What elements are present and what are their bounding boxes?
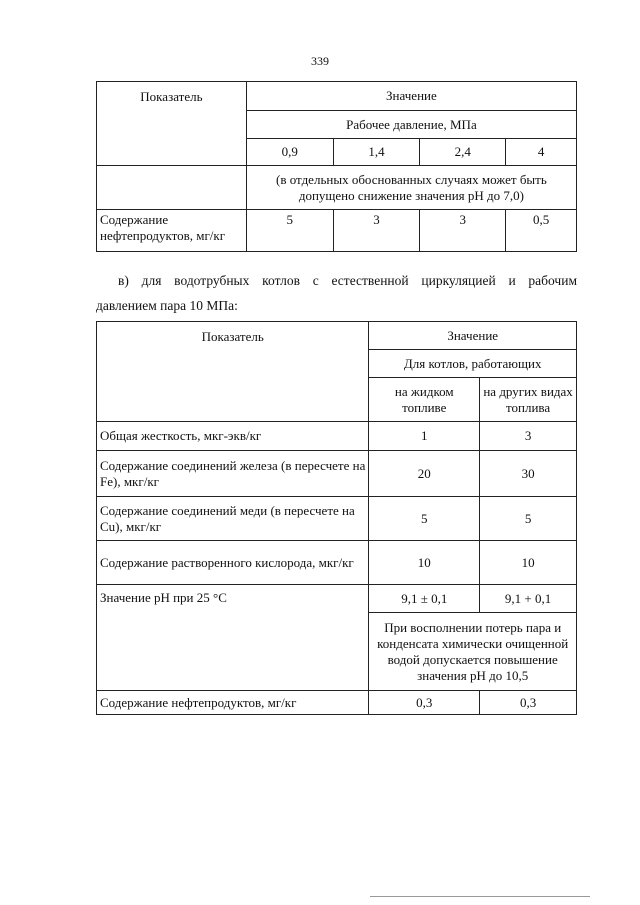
- row-label: Общая жесткость, мкг-экв/кг: [97, 422, 369, 451]
- header-value: Значение: [246, 82, 576, 111]
- pressure-cell: 2,4: [420, 139, 506, 166]
- header-boilers: Для котлов, работающих: [369, 350, 577, 378]
- page-number: 339: [311, 54, 329, 68]
- value-cell: 3: [480, 422, 577, 451]
- header-liquid-fuel: на жидком топливе: [369, 378, 480, 422]
- row-label: Содержание нефтепродуктов, мг/кг: [97, 691, 369, 715]
- row-label: Содержание соединений железа (в пересчете на Fe), мкг/кг: [97, 451, 369, 497]
- header-value: Значение: [369, 322, 577, 350]
- header-indicator: Показатель: [97, 322, 369, 422]
- row-label: Содержание растворенного кислорода, мкг/кг: [97, 541, 369, 585]
- table-boiler-water-by-pressure: [96, 81, 577, 252]
- paragraph-line: давлением пара 10 МПа:: [96, 298, 238, 313]
- value-cell: 5: [480, 497, 577, 541]
- pressure-cell: 4: [506, 139, 577, 166]
- value-cell: 0,5: [506, 210, 577, 252]
- value-cell: 9,1 + 0,1: [480, 585, 577, 613]
- row-label: Значение pH при 25 °C: [97, 585, 369, 691]
- header-pressure: Рабочее давление, МПа: [246, 111, 576, 139]
- paragraph-v: [96, 268, 577, 318]
- value-cell: 10: [480, 541, 577, 585]
- row-label: Содержание соединений меди (в пересчете на Cu), мкг/кг: [97, 497, 369, 541]
- value-cell: 10: [369, 541, 480, 585]
- value-cell: 3: [333, 210, 420, 252]
- table-water-tube-boilers: [96, 321, 577, 715]
- pressure-cell: 0,9: [246, 139, 333, 166]
- scan-edge-line: [370, 896, 590, 897]
- value-cell: 3: [420, 210, 506, 252]
- row-label-oil: Содержание нефтепродуктов, мг/кг: [97, 210, 247, 252]
- value-cell: 30: [480, 451, 577, 497]
- ph-note: При восполнении потерь пара и конденсата химически очищенной водой допускается повышение значения pH до 10,5: [369, 613, 577, 691]
- ph-note: (в отдельных обоснованных случаях может быть допущено снижение значения pH до 7,0): [246, 166, 576, 210]
- header-other-fuel: на других видах топлива: [480, 378, 577, 422]
- value-cell: 9,1 ± 0,1: [369, 585, 480, 613]
- value-cell: 0,3: [480, 691, 577, 715]
- empty-cell: [97, 166, 247, 210]
- value-cell: 5: [369, 497, 480, 541]
- value-cell: 1: [369, 422, 480, 451]
- header-indicator: Показатель: [97, 82, 247, 166]
- value-cell: 5: [246, 210, 333, 252]
- value-cell: 20: [369, 451, 480, 497]
- value-cell: 0,3: [369, 691, 480, 715]
- pressure-cell: 1,4: [333, 139, 420, 166]
- paragraph-line: в) для водотрубных котлов с естественной циркуляцией и рабочим: [118, 273, 577, 288]
